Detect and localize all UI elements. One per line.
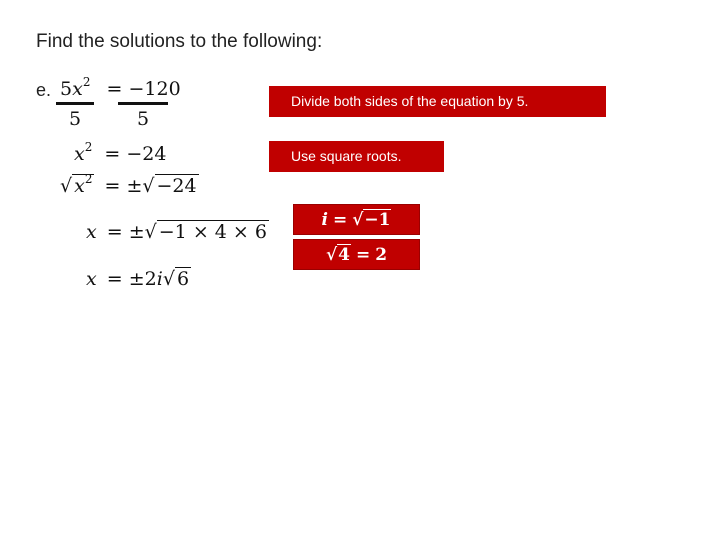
- root-four-fact: √ 4 = 2: [293, 239, 420, 270]
- step5-equation: [86, 268, 191, 290]
- step2-rhs: −24: [126, 143, 167, 165]
- step3-lhs-radical: √ $x^2$: [60, 172, 93, 197]
- step2-var: x: [74, 143, 85, 165]
- step1-rhs: −120: [128, 78, 181, 100]
- step1-equation: [60, 75, 181, 100]
- step4-radical: √ −1 × 4 × 6: [144, 221, 267, 243]
- step2-exp: 2: [84, 140, 93, 154]
- problem-label: e.: [36, 80, 52, 100]
- step4-equation: [86, 221, 269, 243]
- step2-equals: =: [104, 143, 121, 165]
- step3-lhs-var: x: [74, 175, 85, 197]
- step1-equals: =: [106, 78, 123, 100]
- step5-var: x: [86, 268, 97, 290]
- step1-lhs-coef: 5: [60, 78, 73, 100]
- step1-lhs-fraction-bar: [56, 102, 94, 105]
- step1-rhs-denominator: 5: [137, 108, 150, 130]
- imaginary-unit-fact: i = √ −1: [293, 204, 420, 235]
- step4-equals: =: [106, 221, 123, 243]
- step4-pm: ±: [128, 221, 145, 243]
- imag-unit-lhs: i: [321, 209, 328, 230]
- root-four-radicand: 4: [338, 245, 350, 265]
- step1-rhs-fraction-bar: [118, 102, 168, 105]
- divide-note: Divide both sides of the equation by 5.: [269, 86, 606, 117]
- step5-radicand: 6: [176, 268, 190, 290]
- step5-equals: =: [106, 268, 123, 290]
- root-four-value: 2: [375, 244, 388, 265]
- step5-radical: √ 6: [162, 268, 190, 290]
- step3-lhs-exp: 2: [84, 172, 93, 186]
- page-title: Find the solutions to the following:: [36, 31, 323, 52]
- step5-imag: i: [156, 268, 163, 290]
- step3-rhs-radicand: −24: [156, 175, 197, 197]
- step3-rhs-radical: √ −24: [142, 175, 197, 197]
- step5-pm: ±: [128, 268, 145, 290]
- step3-pm: ±: [126, 175, 143, 197]
- step1-lhs-var: x: [72, 78, 83, 100]
- step2-equation: [74, 140, 167, 165]
- step3-equation: [60, 172, 199, 197]
- root-four-equals: =: [355, 244, 371, 265]
- step4-var: x: [86, 221, 97, 243]
- imag-unit-equals: =: [332, 209, 348, 230]
- step3-equals: =: [104, 175, 121, 197]
- imag-unit-radicand: −1: [364, 210, 391, 230]
- step4-radicand: −1 × 4 × 6: [158, 221, 267, 243]
- step1-lhs-denominator: 5: [69, 108, 82, 130]
- square-roots-note: Use square roots.: [269, 141, 444, 172]
- step1-lhs-exp: 2: [82, 75, 91, 89]
- step5-coef: 2: [144, 268, 157, 290]
